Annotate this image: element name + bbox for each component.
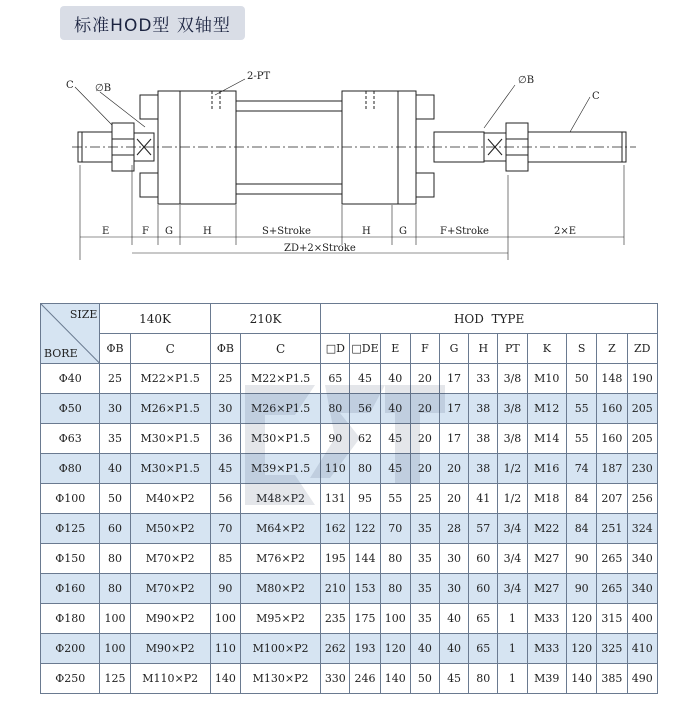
table-cell: 131: [321, 484, 350, 514]
table-cell: 190: [627, 364, 658, 394]
table-cell: 50: [100, 484, 130, 514]
table-cell: 35: [100, 424, 130, 454]
table-cell: 3/4: [498, 514, 527, 544]
table-cell: 38: [469, 454, 498, 484]
table-cell: 20: [439, 484, 468, 514]
table-cell: 84: [567, 514, 597, 544]
table-cell: 17: [439, 364, 468, 394]
column-header: ΦB: [210, 334, 240, 364]
table-cell: 20: [439, 454, 468, 484]
table-cell: M90×P2: [130, 634, 210, 664]
table-cell: M48×P2: [241, 484, 321, 514]
table-cell: 56: [210, 484, 240, 514]
table-cell: M26×P1.5: [241, 394, 321, 424]
table-cell: 38: [469, 424, 498, 454]
table-cell: 90: [321, 424, 350, 454]
table-cell: M10: [527, 364, 567, 394]
table-cell: M30×P1.5: [130, 454, 210, 484]
table-cell: M12: [527, 394, 567, 424]
table-cell: 3/8: [498, 394, 527, 424]
table-row: [41, 364, 658, 394]
column-header: S: [567, 334, 597, 364]
table-cell: 65: [469, 634, 498, 664]
table-cell: 35: [410, 514, 439, 544]
table-cell: 1: [498, 634, 527, 664]
bore-cell: Φ250: [41, 664, 100, 694]
table-row: [41, 664, 658, 694]
table-cell: 40: [380, 394, 410, 424]
table-cell: 265: [597, 544, 627, 574]
table-cell: 30: [439, 574, 468, 604]
table-cell: 33: [469, 364, 498, 394]
table-cell: 340: [627, 544, 658, 574]
dim-h-right: H: [362, 226, 371, 237]
table-cell: 246: [350, 664, 380, 694]
bore-cell: Φ63: [41, 424, 100, 454]
table-cell: 80: [100, 544, 130, 574]
table-cell: M100×P2: [241, 634, 321, 664]
table-cell: M30×P1.5: [130, 424, 210, 454]
table-cell: 80: [380, 574, 410, 604]
table-cell: 56: [350, 394, 380, 424]
table-cell: 193: [350, 634, 380, 664]
table-cell: 1/2: [498, 454, 527, 484]
table-cell: 74: [567, 454, 597, 484]
dim-e-left: E: [102, 226, 110, 237]
table-cell: 40: [439, 604, 468, 634]
table-cell: 45: [439, 664, 468, 694]
table-cell: M70×P2: [130, 574, 210, 604]
table-cell: 80: [321, 394, 350, 424]
table-cell: 60: [469, 544, 498, 574]
table-cell: 205: [627, 394, 658, 424]
bore-cell: Φ100: [41, 484, 100, 514]
cylinder-drawing: [0, 55, 695, 265]
table-cell: 45: [210, 454, 240, 484]
table-cell: 62: [350, 424, 380, 454]
table-cell: 35: [410, 604, 439, 634]
dim-s-stroke: S+Stroke: [262, 226, 311, 237]
label-c-right: C: [592, 91, 600, 102]
table-cell: 17: [439, 424, 468, 454]
table-cell: M30×P1.5: [241, 424, 321, 454]
table-cell: 55: [567, 424, 597, 454]
table-cell: 251: [597, 514, 627, 544]
table-cell: 65: [321, 364, 350, 394]
table-cell: 265: [597, 574, 627, 604]
table-cell: 140: [567, 664, 597, 694]
table-cell: 90: [567, 574, 597, 604]
table-row: [41, 514, 658, 544]
label-pt: 2-PT: [247, 71, 271, 82]
table-cell: 1: [498, 664, 527, 694]
table-cell: 385: [597, 664, 627, 694]
page-title: 标准HOD型 双轴型: [60, 6, 245, 40]
table-cell: 40: [439, 634, 468, 664]
table-cell: 20: [410, 394, 439, 424]
table-cell: 40: [410, 634, 439, 664]
column-header: E: [380, 334, 410, 364]
table-cell: 100: [210, 604, 240, 634]
table-cell: 160: [597, 424, 627, 454]
table-cell: 120: [567, 634, 597, 664]
bore-cell: Φ200: [41, 634, 100, 664]
table-cell: 30: [439, 544, 468, 574]
table-cell: 20: [410, 364, 439, 394]
table-cell: 70: [380, 514, 410, 544]
size-bore-corner: [41, 304, 100, 364]
dim-g-left: G: [165, 226, 173, 237]
dim-g-right: G: [399, 226, 407, 237]
table-cell: 140: [210, 664, 240, 694]
table-cell: 324: [627, 514, 658, 544]
column-header: K: [527, 334, 567, 364]
column-header: F: [410, 334, 439, 364]
table-cell: 144: [350, 544, 380, 574]
table-cell: 80: [469, 664, 498, 694]
table-cell: 490: [627, 664, 658, 694]
table-cell: 30: [100, 394, 130, 424]
table-row: [41, 634, 658, 664]
table-cell: 3/4: [498, 574, 527, 604]
table-cell: M22: [527, 514, 567, 544]
column-header: ZD: [627, 334, 658, 364]
table-cell: 330: [321, 664, 350, 694]
table-cell: M39: [527, 664, 567, 694]
table-cell: 45: [380, 454, 410, 484]
table-row: [41, 544, 658, 574]
table-cell: 36: [210, 424, 240, 454]
table-cell: 80: [350, 454, 380, 484]
table-cell: 25: [100, 364, 130, 394]
table-cell: 40: [380, 364, 410, 394]
table-cell: 80: [100, 574, 130, 604]
table-cell: 100: [100, 634, 130, 664]
table-cell: M33: [527, 634, 567, 664]
table-cell: 153: [350, 574, 380, 604]
column-header: PT: [498, 334, 527, 364]
dim-h-left: H: [203, 226, 212, 237]
column-header: Z: [597, 334, 627, 364]
table-cell: M22×P1.5: [241, 364, 321, 394]
table-cell: 84: [567, 484, 597, 514]
table-cell: M80×P2: [241, 574, 321, 604]
table-cell: M95×P2: [241, 604, 321, 634]
dim-f-left: F: [142, 226, 149, 237]
table-cell: 340: [627, 574, 658, 604]
table-cell: 20: [410, 424, 439, 454]
table-row: [41, 454, 658, 484]
table-cell: M90×P2: [130, 604, 210, 634]
column-header-row: [41, 334, 658, 364]
table-cell: 70: [210, 514, 240, 544]
table-cell: 85: [210, 544, 240, 574]
label-c-left: C: [66, 80, 74, 91]
table-cell: M76×P2: [241, 544, 321, 574]
table-cell: 90: [567, 544, 597, 574]
table-cell: 95: [350, 484, 380, 514]
group-header-140k: 140K: [100, 304, 210, 334]
table-cell: 256: [627, 484, 658, 514]
table-cell: M110×P2: [130, 664, 210, 694]
table-cell: 325: [597, 634, 627, 664]
table-cell: 17: [439, 394, 468, 424]
table-cell: M22×P1.5: [130, 364, 210, 394]
table-cell: 25: [210, 364, 240, 394]
table-cell: 80: [380, 544, 410, 574]
bore-cell: Φ80: [41, 454, 100, 484]
bore-cell: Φ180: [41, 604, 100, 634]
column-header: H: [469, 334, 498, 364]
label-b-right: ∅B: [518, 75, 535, 86]
table-cell: 45: [380, 424, 410, 454]
bore-cell: Φ50: [41, 394, 100, 424]
table-cell: 57: [469, 514, 498, 544]
table-cell: 55: [380, 484, 410, 514]
table-cell: 55: [567, 394, 597, 424]
table-cell: 3/8: [498, 424, 527, 454]
table-cell: 205: [627, 424, 658, 454]
table-row: [41, 604, 658, 634]
table-cell: 140: [380, 664, 410, 694]
table-cell: 60: [469, 574, 498, 604]
table-cell: 207: [597, 484, 627, 514]
bore-cell: Φ160: [41, 574, 100, 604]
table-cell: 175: [350, 604, 380, 634]
table-cell: 315: [597, 604, 627, 634]
dim-e-right: 2×E: [554, 226, 577, 237]
table-cell: 400: [627, 604, 658, 634]
table-cell: 28: [439, 514, 468, 544]
table-cell: 38: [469, 394, 498, 424]
table-row: [41, 574, 658, 604]
table-cell: M70×P2: [130, 544, 210, 574]
table-cell: 410: [627, 634, 658, 664]
table-cell: 122: [350, 514, 380, 544]
table-row: [41, 394, 658, 424]
table-cell: M130×P2: [241, 664, 321, 694]
spec-table: [40, 303, 658, 694]
dim-f-stroke: F+Stroke: [440, 226, 489, 237]
table-cell: M33: [527, 604, 567, 634]
table-cell: 100: [100, 604, 130, 634]
bore-cell: Φ150: [41, 544, 100, 574]
table-cell: 162: [321, 514, 350, 544]
table-cell: 65: [469, 604, 498, 634]
table-cell: 110: [321, 454, 350, 484]
table-cell: 35: [410, 544, 439, 574]
table-cell: 120: [380, 634, 410, 664]
table-cell: M27: [527, 574, 567, 604]
table-cell: 160: [597, 394, 627, 424]
table-cell: 25: [410, 484, 439, 514]
bore-cell: Φ125: [41, 514, 100, 544]
group-header-210k: 210K: [210, 304, 320, 334]
table-cell: 60: [100, 514, 130, 544]
table-cell: M18: [527, 484, 567, 514]
table-cell: 235: [321, 604, 350, 634]
column-header: □DE: [350, 334, 380, 364]
table-cell: 3/4: [498, 544, 527, 574]
bore-cell: Φ40: [41, 364, 100, 394]
table-cell: 187: [597, 454, 627, 484]
table-cell: 3/8: [498, 364, 527, 394]
table-cell: 35: [410, 574, 439, 604]
table-cell: 148: [597, 364, 627, 394]
table-cell: 125: [100, 664, 130, 694]
column-header: ΦB: [100, 334, 130, 364]
table-cell: M40×P2: [130, 484, 210, 514]
table-cell: 210: [321, 574, 350, 604]
table-cell: M16: [527, 454, 567, 484]
table-cell: 20: [410, 454, 439, 484]
table-cell: 1: [498, 604, 527, 634]
table-cell: 30: [210, 394, 240, 424]
table-cell: M39×P1.5: [241, 454, 321, 484]
column-header: C: [130, 334, 210, 364]
table-cell: 50: [410, 664, 439, 694]
table-cell: M27: [527, 544, 567, 574]
corner-size-label: SIZE: [69, 308, 98, 321]
table-row: [41, 484, 658, 514]
dim-zd: ZD+2×Stroke: [284, 243, 356, 254]
column-header: G: [439, 334, 468, 364]
table-cell: M26×P1.5: [130, 394, 210, 424]
table-row: [41, 424, 658, 454]
label-b-left: ∅B: [95, 83, 112, 94]
column-header: □D: [321, 334, 350, 364]
table-cell: M64×P2: [241, 514, 321, 544]
table-cell: 1/2: [498, 484, 527, 514]
table-cell: 195: [321, 544, 350, 574]
table-cell: M14: [527, 424, 567, 454]
column-header: C: [241, 334, 321, 364]
table-cell: 100: [380, 604, 410, 634]
table-cell: 45: [350, 364, 380, 394]
group-header-hod-type: HOD TYPE: [321, 304, 658, 334]
corner-bore-label: BORE: [44, 347, 78, 360]
group-header-row: [41, 304, 658, 334]
table-cell: 90: [210, 574, 240, 604]
table-cell: 110: [210, 634, 240, 664]
table-cell: 262: [321, 634, 350, 664]
table-cell: 230: [627, 454, 658, 484]
table-cell: M50×P2: [130, 514, 210, 544]
table-cell: 40: [100, 454, 130, 484]
table-cell: 50: [567, 364, 597, 394]
table-cell: 41: [469, 484, 498, 514]
table-cell: 120: [567, 604, 597, 634]
